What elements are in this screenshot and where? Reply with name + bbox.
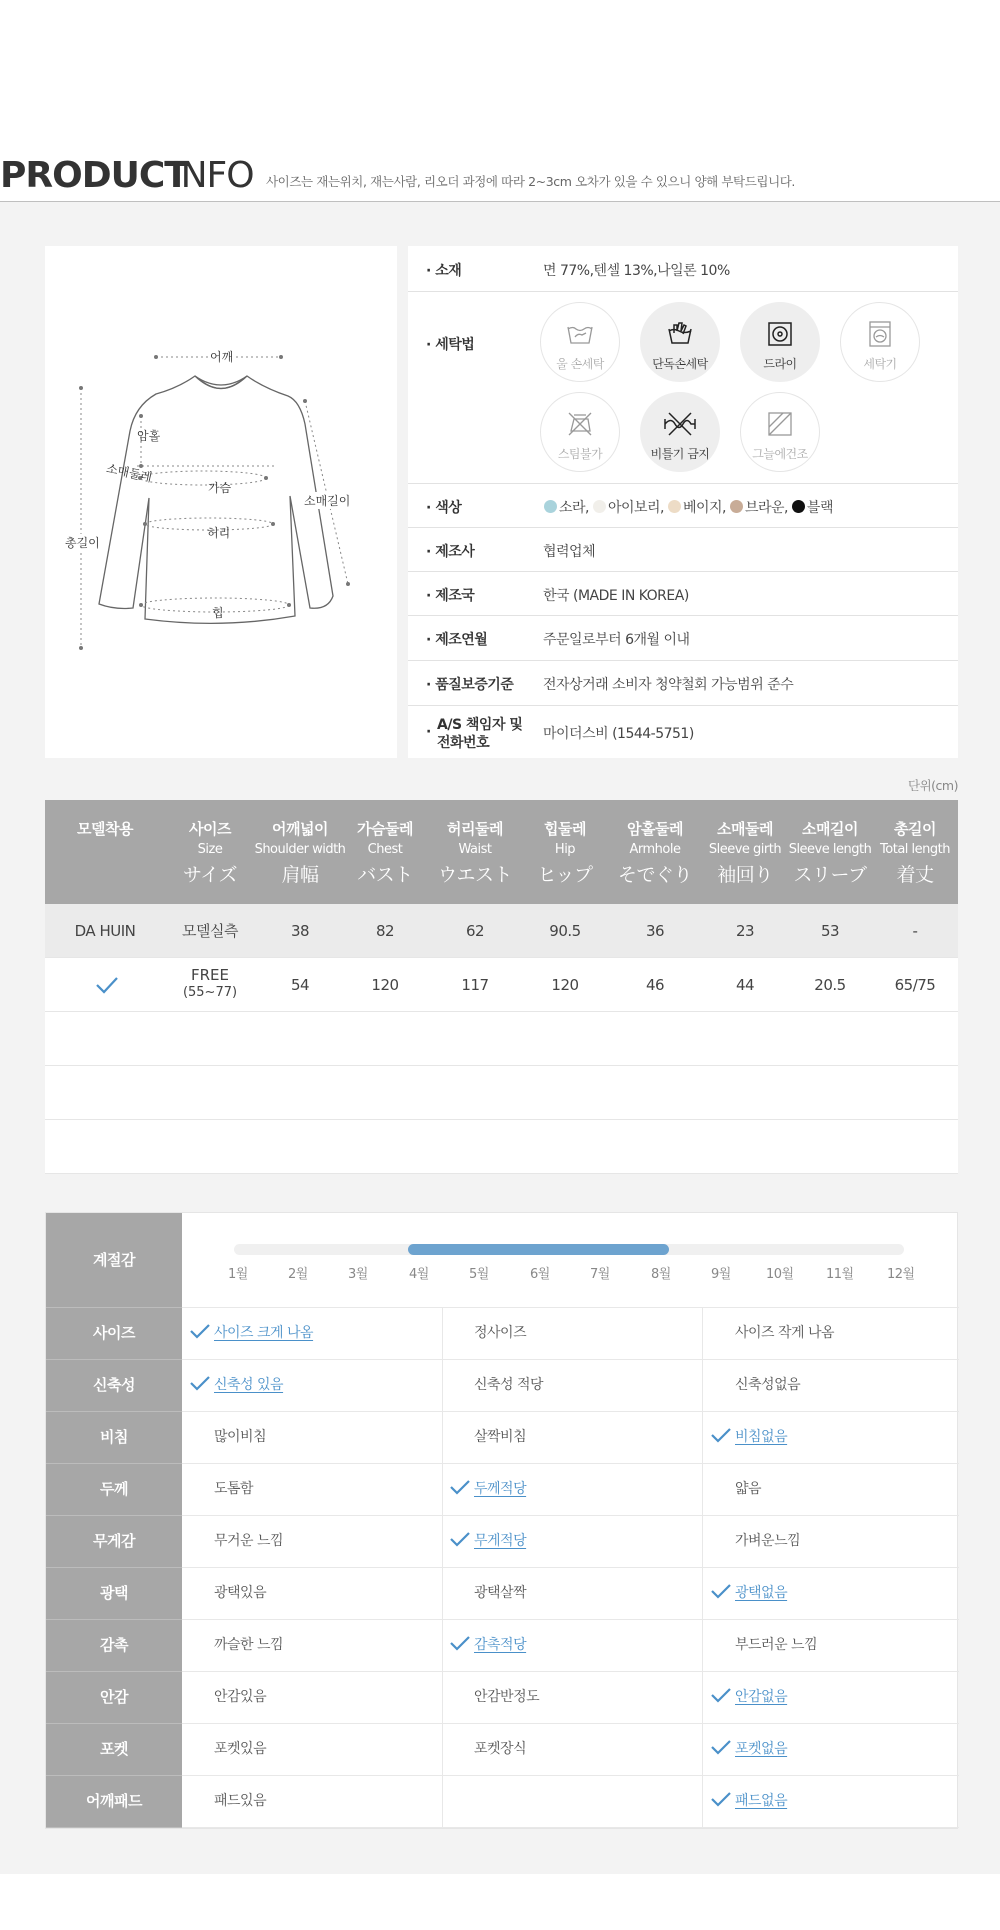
table-row-empty [45, 1120, 958, 1174]
maker-label: 제조사 [435, 544, 475, 560]
fit-row [182, 1724, 959, 1776]
fit-option [474, 1672, 539, 1723]
fit-option [474, 1360, 543, 1411]
size-free-range: (55~77) [182, 985, 238, 1000]
color-name: 소라, [559, 500, 589, 516]
fit-option-selected [710, 1672, 787, 1723]
fit-option-text: 포켓있음 [214, 1741, 267, 1757]
check-icon [449, 1518, 471, 1534]
month-6: 6월 [530, 1267, 550, 1282]
fit-option [735, 1308, 834, 1359]
fit-option-text: 패드있음 [214, 1793, 267, 1809]
size-free: FREE [190, 966, 229, 984]
fit-option-text: 비침없음 [735, 1429, 788, 1445]
label-shoulder: 어깨 [210, 350, 234, 364]
fit-option-selected [710, 1776, 787, 1827]
color-swatch [593, 500, 606, 513]
label-waist: 허리 [207, 526, 231, 540]
fit-row-label: 비침 [46, 1412, 182, 1464]
month-7: 7월 [590, 1267, 610, 1282]
fit-option-text: 신축성 있음 [214, 1377, 284, 1393]
column-divider [442, 1620, 443, 1671]
color-swatch [792, 500, 805, 513]
fit-option-text: 포켓없음 [735, 1741, 788, 1757]
fit-row [182, 1672, 959, 1724]
wash-item-machine [840, 302, 920, 382]
hand-wash-icon [566, 321, 594, 347]
fit-option-selected [710, 1724, 787, 1775]
month-11: 11월 [826, 1267, 854, 1282]
color-name: 아이보리, [607, 500, 664, 516]
fit-option [474, 1568, 526, 1619]
info-color: · 색상 소라, 아이보리, 베이지, 브라운, 블랙 [408, 484, 958, 528]
fit-option [214, 1672, 266, 1723]
shade-dry-icon [766, 411, 794, 437]
fit-option [214, 1516, 283, 1567]
washing-machine-icon [866, 321, 894, 347]
col-sleeve-length: 소매길이 Sleeve length スリーブ [788, 820, 872, 886]
info-quality: · 품질보증기준 전자상거래 소비자 청약철회 가능범위 준수 [408, 661, 958, 706]
fit-option-text: 두께적당 [474, 1481, 527, 1497]
wash-item-label: 드라이 [763, 357, 797, 371]
info-as: · A/S 책임자 및 전화번호 마이더스비 (1544-5751) [408, 706, 958, 758]
column-divider [702, 1308, 703, 1359]
month-2: 2월 [288, 1267, 308, 1282]
wash-item-dry [740, 302, 820, 382]
fit-option-selected [449, 1620, 526, 1671]
fit-option-text: 부드러운 느낌 [735, 1637, 818, 1653]
month-4: 4월 [409, 1267, 429, 1282]
fit-option-text: 까슬한 느낌 [214, 1637, 284, 1653]
fit-option-text: 안감없음 [735, 1689, 788, 1705]
as-value: 마이더스비 (1544-5751) [543, 726, 694, 742]
fit-option-text: 무게적당 [474, 1533, 527, 1549]
month-5: 5월 [469, 1267, 489, 1282]
fit-option [735, 1464, 761, 1515]
title-light: INFO [171, 155, 254, 196]
column-divider [702, 1724, 703, 1775]
fit-option-text: 광택없음 [735, 1585, 788, 1601]
fit-option [214, 1776, 266, 1827]
info-material: · 소재 면 77%,텐셀 13%,나일론 10% [408, 246, 958, 292]
fit-option-text: 가벼운느낌 [735, 1533, 801, 1549]
col-armhole: 암홀둘레 Armhole そでぐり [617, 820, 692, 886]
material-value: 면 77%,텐셀 13%,나일론 10% [543, 263, 730, 279]
wash-item-label: 그늘에건조 [752, 447, 808, 461]
quality-label: 품질보증기준 [435, 677, 514, 693]
check-icon [710, 1414, 732, 1430]
wash-item-shade-dry [740, 392, 820, 472]
garment-diagram [45, 246, 397, 758]
wash-item-label: 스팀불가 [557, 447, 603, 461]
fit-option-text: 광택있음 [214, 1585, 267, 1601]
column-divider [442, 1412, 443, 1463]
model-check-icon [95, 976, 119, 998]
fit-option-text: 패드없음 [735, 1793, 788, 1809]
label-hip: 힙 [212, 606, 224, 620]
fit-row-label: 사이즈 [46, 1308, 182, 1360]
fit-row [182, 1568, 959, 1620]
country-value: 한국 (MADE IN KOREA) [543, 588, 689, 604]
size-table-header [45, 800, 958, 904]
fit-option-text: 도톰함 [214, 1481, 254, 1497]
fit-option [214, 1412, 266, 1463]
fit-option-text: 안감반정도 [474, 1689, 540, 1705]
color-name: 베이지, [682, 500, 726, 516]
wash-item-wool-hand [540, 302, 620, 382]
column-divider [702, 1568, 703, 1619]
fit-row-label: 신축성 [46, 1360, 182, 1412]
month-3: 3월 [348, 1267, 368, 1282]
fit-row [182, 1464, 959, 1516]
material-label: 소재 [435, 263, 462, 279]
label-sleeve-girth: 소매둘레 [104, 461, 154, 485]
col-size: 사이즈 Size サイズ [183, 820, 237, 886]
table-row-model: DA HUIN 모델실측 38 82 62 90.5 36 23 53 - [45, 904, 958, 958]
info-wash: · 세탁법 울 손세탁 단독손세탁 드라이 세탁기 스팀불가 비틀기 금지 그늘에건조 [408, 292, 958, 484]
fit-option [214, 1620, 283, 1671]
column-divider [442, 1672, 443, 1723]
column-divider [702, 1776, 703, 1827]
col-chest: 가슴둘레 Chest バスト [357, 820, 413, 886]
fit-option-text: 광택살짝 [474, 1585, 527, 1601]
fit-option [735, 1516, 800, 1567]
fit-option-text: 살짝비침 [474, 1429, 527, 1445]
column-divider [702, 1464, 703, 1515]
column-divider [442, 1464, 443, 1515]
wash-item-label: 세탁기 [863, 357, 897, 371]
fit-option-text: 포켓장식 [474, 1741, 527, 1757]
fit-row [182, 1308, 959, 1360]
fit-option [735, 1360, 800, 1411]
check-icon [710, 1726, 732, 1742]
fit-option [214, 1724, 266, 1775]
fit-option [474, 1308, 526, 1359]
fit-row [182, 1620, 959, 1672]
label-armhole: 암홀 [137, 429, 161, 443]
fit-option-text: 많이비침 [214, 1429, 267, 1445]
no-wring-icon [663, 411, 697, 437]
fit-row-label: 광택 [46, 1568, 182, 1620]
fit-option-text: 신축성없음 [735, 1377, 801, 1393]
fit-option-text: 신축성 적당 [474, 1377, 544, 1393]
label-total-length: 총길이 [65, 536, 100, 550]
fit-option-text: 얇음 [735, 1481, 762, 1497]
column-divider [442, 1724, 443, 1775]
column-divider [702, 1620, 703, 1671]
fit-row [182, 1516, 959, 1568]
unit-label: 단위(cm) [908, 778, 958, 793]
wash-label: 세탁법 [435, 337, 475, 353]
wash-item-label: 단독손세탁 [652, 357, 708, 371]
column-divider [442, 1516, 443, 1567]
wash-item-label: 울 손세탁 [556, 357, 604, 371]
month-1: 1월 [228, 1267, 248, 1282]
color-swatch [668, 500, 681, 513]
column-divider [702, 1360, 703, 1411]
fit-option-text: 감촉적당 [474, 1637, 527, 1653]
fit-row-label: 두께 [46, 1464, 182, 1516]
fit-row [182, 1776, 959, 1828]
country-label: 제조국 [435, 588, 475, 604]
color-label: 색상 [435, 500, 462, 516]
fit-option-selected [449, 1516, 526, 1567]
wash-item-no-steam [540, 392, 620, 472]
check-icon [710, 1674, 732, 1690]
wash-item-no-wring [640, 392, 720, 472]
column-divider [702, 1516, 703, 1567]
color-list [544, 497, 833, 517]
color-swatch [730, 500, 743, 513]
fit-option [214, 1464, 253, 1515]
fit-option-selected [449, 1464, 526, 1515]
product-info-header [0, 150, 1000, 202]
label-sleeve-length: 소매길이 [304, 494, 351, 508]
fit-option-text: 사이즈 크게 나옴 [214, 1325, 314, 1341]
column-divider [702, 1412, 703, 1463]
check-icon [710, 1570, 732, 1586]
product-info-panel [408, 246, 958, 758]
check-icon [449, 1466, 471, 1482]
quality-value: 전자상거래 소비자 청약철회 가능범위 준수 [543, 677, 794, 693]
column-divider [442, 1360, 443, 1411]
month-10: 10월 [766, 1267, 794, 1282]
check-icon [710, 1778, 732, 1794]
season-active-bar [408, 1244, 669, 1255]
table-row-free: FREE (55~77) 54 120 117 120 46 44 20.5 65/75 [45, 958, 958, 1012]
title-bold: PRODUCT [0, 155, 188, 196]
maker-value: 협력업체 [543, 544, 596, 560]
table-row-empty [45, 1012, 958, 1066]
col-total-length: 총길이 Total length 着丈 [880, 820, 950, 886]
color-name: 브라운, [744, 500, 788, 516]
info-country: · 제조국 한국 (MADE IN KOREA) [408, 572, 958, 616]
check-icon [189, 1362, 211, 1378]
info-date: · 제조연월 주문일로부터 6개월 이내 [408, 616, 958, 661]
info-maker: · 제조사 협력업체 [408, 528, 958, 572]
separate-hand-wash-icon [666, 321, 694, 347]
label-chest: 가슴 [208, 481, 232, 495]
fit-row-label: 감촉 [46, 1620, 182, 1672]
date-label: 제조연월 [435, 632, 488, 648]
fit-row [182, 1360, 959, 1412]
fit-row [182, 1412, 959, 1464]
month-9: 9월 [711, 1267, 731, 1282]
fit-option-selected [189, 1360, 283, 1411]
as-label-line2: 전화번호 [437, 735, 490, 751]
check-icon [189, 1310, 211, 1326]
fit-option-selected [189, 1308, 313, 1359]
fit-option [735, 1620, 817, 1671]
fit-option-text: 무거운 느낌 [214, 1533, 284, 1549]
col-waist: 허리둘레 Waist ウエスト [437, 820, 512, 886]
fit-option-selected [710, 1412, 787, 1463]
column-divider [442, 1568, 443, 1619]
fit-option-selected [710, 1568, 787, 1619]
fit-row-label: 무게감 [46, 1516, 182, 1568]
fit-option [474, 1724, 526, 1775]
fit-option-text: 안감있음 [214, 1689, 267, 1705]
date-value: 주문일로부터 6개월 이내 [543, 632, 690, 648]
size-notice: 사이즈는 재는위치, 재는사람, 리오더 과정에 따라 2~3cm 오차가 있을 수 있으니 양해 부탁드립니다. [266, 174, 796, 189]
col-hip: 힙둘레 Hip ヒップ [537, 820, 593, 886]
no-steam-icon [566, 411, 594, 437]
column-divider [442, 1308, 443, 1359]
check-icon [449, 1622, 471, 1638]
color-swatch [544, 500, 557, 513]
fit-table [45, 1212, 958, 1829]
fit-row-label: 안감 [46, 1672, 182, 1724]
col-sleeve-girth: 소매둘레 Sleeve girth 袖回り [708, 820, 782, 886]
col-model: 모델착용 [77, 820, 133, 838]
month-12: 12월 [887, 1267, 915, 1282]
fit-option-text: 정사이즈 [474, 1325, 527, 1341]
fit-row-label: 포켓 [46, 1724, 182, 1776]
fit-row-label: 어깨패드 [46, 1776, 182, 1828]
fit-option [214, 1568, 266, 1619]
column-divider [442, 1776, 443, 1827]
col-shoulder: 어깨넓이 Shoulder width 肩幅 [254, 820, 346, 886]
table-row-empty [45, 1066, 958, 1120]
season-label: 계절감 [46, 1213, 182, 1308]
wash-item-separate-hand [640, 302, 720, 382]
wash-item-label: 비틀기 금지 [650, 447, 710, 461]
fit-option-text: 사이즈 작게 나옴 [735, 1325, 835, 1341]
as-label-line1: A/S 책임자 및 [437, 717, 523, 733]
dry-clean-icon [766, 321, 794, 347]
column-divider [702, 1672, 703, 1723]
color-name: 블랙 [806, 500, 833, 516]
month-8: 8월 [651, 1267, 671, 1282]
season-row [182, 1213, 959, 1308]
fit-option [474, 1412, 526, 1463]
